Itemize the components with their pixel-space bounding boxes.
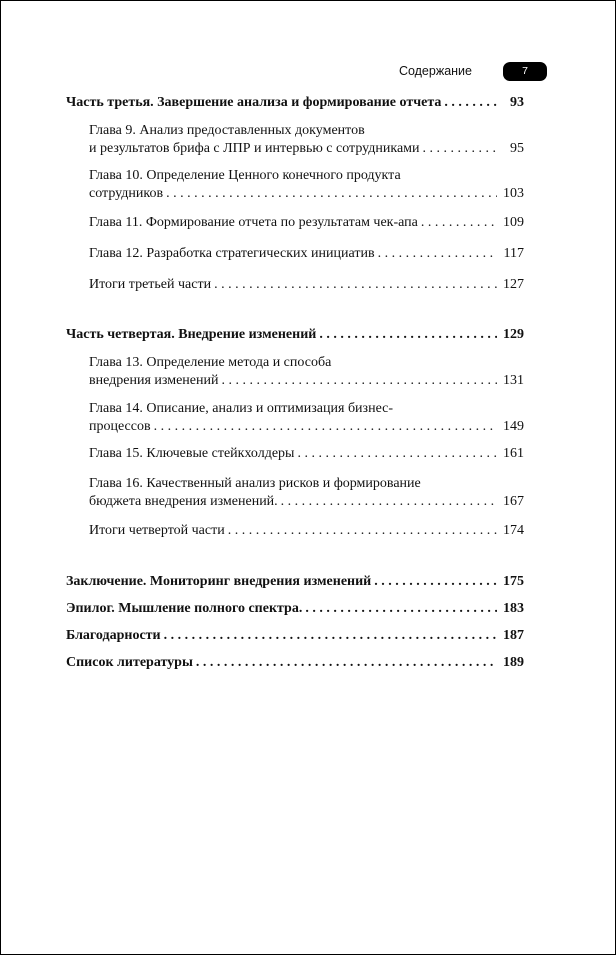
toc-entry-title: Список литературы: [66, 655, 193, 670]
toc-entry-title: Глава 15. Ключевые стейкхолдеры: [89, 446, 295, 461]
leader-dots: [305, 600, 497, 618]
leader-dots: [164, 627, 497, 645]
leader-dots: [214, 276, 497, 294]
toc-acknowledgements[interactable]: [66, 627, 524, 645]
toc-entry-page: 129: [503, 327, 524, 342]
leader-dots: [228, 522, 497, 540]
toc-entry-title: Итоги четвертой части: [89, 523, 225, 538]
leader-dots: [281, 493, 497, 511]
leader-dots: [374, 573, 497, 591]
toc-entry-title: Заключение. Мониторинг внедрения изменений: [66, 574, 372, 589]
toc-summary-part-3[interactable]: [89, 276, 524, 294]
running-header: [1, 62, 615, 82]
toc-part-4[interactable]: [66, 326, 524, 344]
toc-entry-title: Благодарности: [66, 628, 161, 643]
toc-entry-page: 131: [503, 373, 524, 388]
toc-entry-title: Глава 14. Описание, анализ и оптимизация бизнес-: [89, 401, 394, 416]
toc-entry-title-cont: внедрения изменений: [89, 373, 219, 388]
toc-chapter-14[interactable]: [89, 400, 524, 436]
page-number-badge: 7: [503, 62, 547, 81]
toc-entry-page: 175: [503, 574, 524, 589]
leader-dots: [421, 214, 497, 232]
header-title: Содержание: [398, 64, 472, 78]
toc-entry-title: Глава 13. Определение метода и способа: [89, 355, 332, 370]
toc-entry-title-cont: бюджета внедрения изменений.: [89, 494, 278, 509]
toc-entry-title-cont: и результатов брифа с ЛПР и интервью с сотрудниками: [89, 141, 420, 156]
toc-entry-title: Итоги третьей части: [89, 277, 212, 292]
toc-entry-page: 127: [503, 277, 524, 292]
leader-dots: [444, 94, 497, 112]
toc-entry-title: Глава 11. Формирование отчета по результатам чек-апа: [89, 215, 418, 230]
toc-entry-title: Глава 10. Определение Ценного конечного продукта: [89, 168, 401, 183]
leader-dots: [319, 326, 497, 344]
toc-entry-title: Часть четвертая. Внедрение изменений: [66, 327, 317, 342]
toc-epilogue[interactable]: [66, 600, 524, 618]
toc-chapter-11[interactable]: [89, 214, 524, 232]
leader-dots: [154, 418, 497, 436]
toc-part-3[interactable]: [66, 94, 524, 112]
leader-dots: [221, 372, 497, 390]
toc-summary-part-4[interactable]: [89, 522, 524, 540]
toc-entry-page: 187: [503, 628, 524, 643]
toc-entry-title: Часть третья. Завершение анализа и формирование отчета: [66, 95, 442, 110]
leader-dots: [166, 185, 497, 203]
toc-entry-title: Глава 9. Анализ предоставленных документов: [89, 123, 365, 138]
toc-entry-page: 183: [503, 601, 524, 616]
toc-entry-page: 167: [503, 494, 524, 509]
toc-entry-page: 161: [503, 446, 524, 461]
toc-entry-page: 93: [510, 95, 524, 110]
toc-conclusion[interactable]: [66, 573, 524, 591]
toc-chapter-15[interactable]: [89, 445, 524, 463]
toc-entry-title: Глава 12. Разработка стратегических инициатив: [89, 246, 375, 261]
toc-entry-title-cont: сотрудников: [89, 186, 164, 201]
toc-chapter-13[interactable]: [89, 354, 524, 390]
toc-entry-page: 149: [503, 419, 524, 434]
leader-dots: [378, 245, 497, 263]
leader-dots: [423, 140, 497, 158]
toc-entry-title: Эпилог. Мышление полного спектра.: [66, 601, 303, 616]
leader-dots: [297, 445, 497, 463]
toc-chapter-10[interactable]: [89, 167, 524, 203]
toc-chapter-9[interactable]: [89, 122, 524, 158]
toc-entry-page: 189: [503, 655, 524, 670]
toc-entry-page: 174: [503, 523, 524, 538]
leader-dots: [196, 654, 497, 672]
toc-entry-title-cont: процессов: [89, 419, 151, 434]
toc-entry-page: 95: [510, 141, 524, 156]
toc-chapter-12[interactable]: [89, 245, 524, 263]
toc-entry-page: 109: [503, 215, 524, 230]
toc-entry-page: 103: [503, 186, 524, 201]
toc-chapter-16[interactable]: [89, 475, 524, 511]
toc-references[interactable]: [66, 654, 524, 672]
toc-entry-title: Глава 16. Качественный анализ рисков и формирование: [89, 476, 421, 491]
toc-entry-page: 117: [503, 246, 524, 261]
